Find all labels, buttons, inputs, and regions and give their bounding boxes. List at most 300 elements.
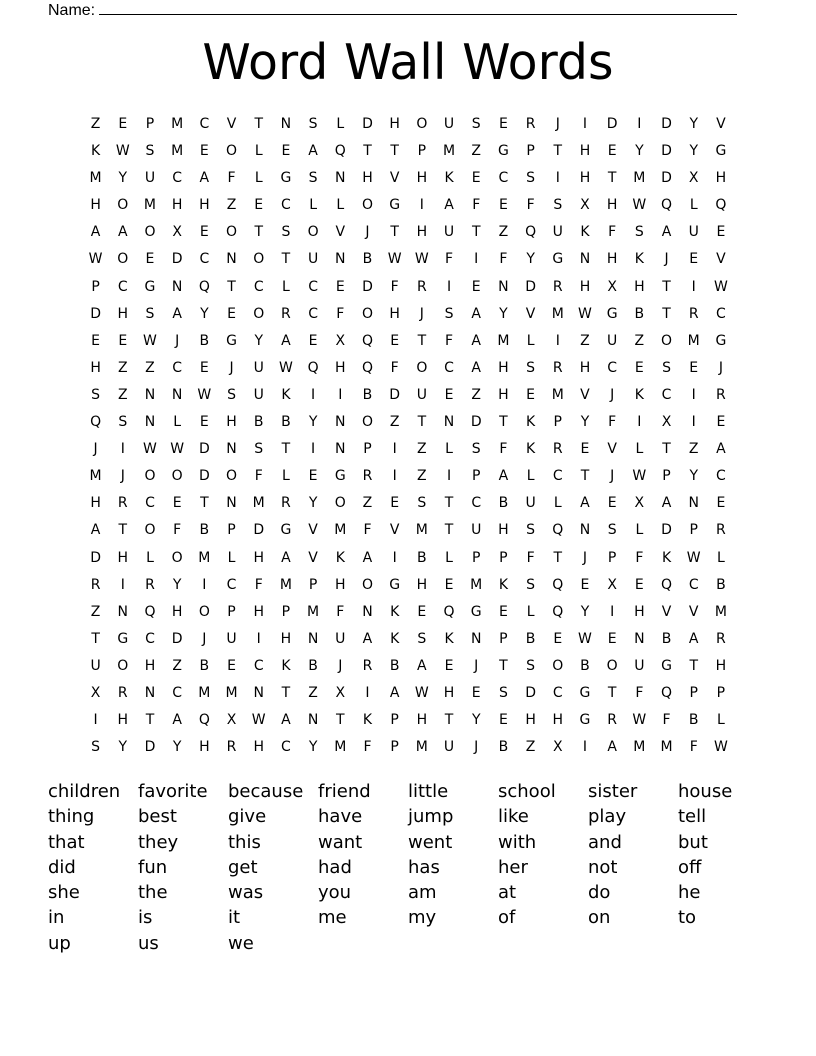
grid-letter: T (390, 143, 399, 160)
grid-letter: W (143, 332, 157, 349)
grid-letter: Z (634, 332, 645, 349)
grid-letter: W (632, 468, 647, 485)
grid-letter: E (281, 143, 291, 160)
grid-letter: S (471, 441, 481, 458)
grid-letter: N (579, 522, 591, 539)
grid-letter: H (579, 143, 591, 160)
grid-letter: E (689, 359, 699, 376)
grid-letter: B (716, 576, 726, 593)
grid-letter: L (553, 495, 562, 512)
grid-letter: X (335, 684, 346, 701)
grid-letter: Z (117, 386, 128, 403)
grid-letter: R (552, 278, 563, 295)
grid-letter: H (335, 359, 346, 376)
grid-letter: C (145, 495, 155, 512)
name-underline[interactable] (99, 0, 737, 15)
grid-letter: A (308, 143, 318, 160)
word-list-item: little (408, 781, 449, 802)
grid-letter: V (661, 603, 672, 620)
word-list-item: up (48, 932, 71, 954)
grid-letter: M (442, 143, 456, 160)
grid-letter: R (362, 657, 373, 674)
word-list-item: went (408, 831, 453, 853)
grid-letter: E (498, 197, 508, 214)
grid-letter: O (117, 197, 129, 214)
grid-letter: H (171, 197, 183, 214)
grid-letter: S (308, 116, 318, 132)
word-list-item: like (498, 806, 529, 828)
grid-letter: G (606, 305, 618, 322)
grid-letter: O (661, 332, 673, 349)
grid-letter: K (281, 657, 291, 674)
grid-letter: W (170, 441, 185, 458)
grid-letter: H (171, 603, 183, 620)
grid-letter: O (117, 251, 129, 268)
grid-letter: E (716, 495, 726, 512)
grid-letter: B (498, 495, 509, 512)
grid-letter: F (662, 712, 671, 729)
grid-letter: L (309, 197, 317, 214)
grid-letter: H (634, 603, 645, 620)
grid-letter: X (661, 414, 672, 431)
grid-letter: H (90, 359, 101, 376)
grid-letter: B (417, 549, 427, 566)
grid-letter: H (389, 116, 400, 132)
grid-letter: P (662, 468, 671, 485)
grid-letter: U (443, 224, 455, 241)
grid-letter: P (499, 630, 508, 647)
grid-letter: H (634, 278, 645, 295)
grid-letter: L (254, 143, 263, 160)
grid-letter: N (498, 278, 509, 295)
grid-letter: X (90, 684, 101, 701)
grid-letter: N (144, 386, 156, 403)
grid-letter: J (718, 359, 723, 376)
grid-letter: O (171, 549, 183, 566)
grid-letter: D (661, 170, 672, 187)
grid-letter: Z (417, 441, 427, 458)
grid-letter: P (390, 712, 399, 729)
grid-letter: M (551, 305, 564, 322)
grid-letter: M (279, 576, 292, 593)
grid-letter: L (173, 414, 182, 431)
grid-letter: I (392, 441, 397, 458)
grid-letter: Y (580, 414, 590, 431)
grid-letter: E (689, 251, 699, 268)
grid-letter: A (90, 224, 101, 241)
grid-letter: R (145, 576, 155, 593)
grid-letter: N (579, 251, 591, 268)
grid-letter: I (311, 441, 316, 458)
grid-letter: M (633, 739, 646, 756)
grid-letter: Z (471, 143, 482, 160)
word-list-item: they (138, 831, 179, 853)
grid-letter: H (606, 251, 618, 268)
grid-letter: C (281, 197, 291, 214)
grid-letter: E (634, 576, 644, 593)
grid-letter: J (610, 386, 615, 403)
grid-letter: H (199, 739, 210, 756)
grid-letter: H (117, 305, 129, 322)
grid-letter: I (120, 576, 125, 593)
grid-letter: H (144, 657, 156, 674)
grid-letter: E (580, 441, 590, 458)
grid-letter: G (497, 143, 509, 160)
grid-letter: B (362, 251, 373, 268)
grid-letter: P (145, 116, 155, 132)
grid-letter: A (498, 468, 509, 485)
grid-letter: Z (308, 684, 318, 701)
grid-letter: B (308, 657, 318, 674)
grid-letter: R (607, 712, 618, 729)
grid-letter: C (281, 739, 291, 756)
grid-letter: U (634, 657, 645, 674)
grid-letter: Q (334, 143, 346, 160)
grid-letter: D (198, 468, 210, 485)
grid-letter: O (361, 414, 373, 431)
word-list-item: she (48, 882, 80, 904)
grid-letter: W (197, 386, 212, 403)
grid-letter: E (308, 468, 318, 485)
grid-letter: M (334, 522, 347, 539)
word-list-item: her (498, 856, 528, 878)
grid-letter: L (526, 468, 535, 485)
grid-letter: Y (172, 576, 182, 593)
grid-letter: Z (471, 386, 482, 403)
grid-letter: S (526, 170, 536, 187)
grid-letter: F (608, 414, 617, 431)
grid-letter: N (226, 251, 237, 268)
grid-letter: I (610, 603, 615, 620)
grid-letter: M (252, 495, 265, 512)
grid-letter: Q (661, 576, 673, 593)
grid-letter: T (118, 522, 128, 539)
grid-letter: J (474, 739, 479, 756)
grid-letter: J (419, 305, 424, 322)
grid-letter: D (90, 549, 101, 566)
grid-letter: F (526, 549, 535, 566)
grid-letter: V (525, 305, 536, 322)
grid-letter: K (634, 251, 644, 268)
grid-letter: P (363, 441, 372, 458)
grid-letter: Y (254, 332, 263, 349)
grid-letter: M (497, 332, 510, 349)
grid-letter: W (414, 684, 429, 701)
grid-letter: E (716, 414, 726, 431)
grid-letter: W (414, 251, 429, 268)
grid-letter: E (498, 116, 508, 132)
grid-letter: F (499, 251, 508, 268)
grid-letter: Z (525, 739, 536, 756)
grid-letter: G (661, 657, 672, 674)
grid-letter: P (553, 414, 562, 431)
grid-letter: N (335, 251, 346, 268)
grid-letter: L (254, 170, 263, 187)
grid-letter: E (145, 251, 155, 268)
grid-letter: T (689, 657, 698, 674)
grid-letter: K (526, 441, 536, 458)
grid-letter: W (632, 197, 647, 214)
grid-letter: M (171, 116, 184, 132)
grid-letter: W (578, 630, 592, 647)
grid-letter: Q (661, 684, 673, 701)
grid-letter: N (688, 495, 699, 512)
grid-letter: J (93, 441, 98, 458)
grid-letter: M (225, 684, 238, 701)
grid-letter: B (253, 414, 264, 431)
letter-grid (82, 111, 735, 761)
grid-letter: E (199, 359, 209, 376)
grid-letter: C (145, 630, 155, 647)
word-list-item: get (228, 856, 258, 878)
grid-letter: V (716, 116, 726, 132)
grid-letter: Y (118, 170, 128, 187)
grid-letter: F (526, 197, 535, 214)
grid-letter: Y (689, 143, 698, 160)
grid-letter: Z (498, 224, 509, 241)
grid-letter: L (146, 549, 154, 566)
grid-letter: N (144, 684, 156, 701)
word-list-item: me (318, 907, 347, 929)
grid-letter: Y (308, 495, 318, 512)
word-list-item: friend (318, 781, 371, 802)
word-list-item: the (138, 882, 168, 904)
grid-letter: P (227, 603, 236, 620)
grid-letter: O (253, 251, 265, 268)
grid-letter: G (389, 576, 401, 593)
grid-letter: E (444, 386, 454, 403)
grid-letter: P (91, 278, 100, 295)
grid-letter: E (417, 603, 427, 620)
grid-letter: B (199, 332, 210, 349)
grid-letter: Z (172, 657, 182, 674)
grid-letter: F (390, 278, 399, 295)
grid-letter: O (171, 468, 183, 485)
grid-letter: A (362, 630, 373, 647)
word-list-item: fun (138, 856, 168, 878)
grid-letter: O (416, 359, 428, 376)
grid-letter: H (579, 359, 591, 376)
grid-letter: K (444, 630, 454, 647)
grid-letter: H (579, 278, 591, 295)
grid-letter: P (471, 468, 481, 485)
grid-letter: B (199, 657, 210, 674)
grid-letter: F (499, 441, 508, 458)
grid-letter: S (526, 359, 536, 376)
grid-letter: S (145, 305, 155, 322)
grid-letter: H (579, 170, 591, 187)
grid-letter: I (392, 468, 397, 485)
grid-letter: Y (308, 414, 318, 431)
grid-letter: A (471, 305, 481, 322)
grid-letter: W (713, 739, 728, 756)
grid-letter: C (308, 278, 318, 295)
grid-letter: M (633, 170, 646, 187)
grid-letter: N (335, 441, 346, 458)
grid-letter: N (280, 116, 292, 132)
grid-letter: S (444, 305, 454, 322)
grid-letter: K (91, 143, 101, 160)
grid-letter: V (716, 251, 726, 268)
grid-letter: Y (308, 739, 318, 756)
grid-letter: L (635, 522, 644, 539)
grid-letter: Q (361, 359, 373, 376)
grid-letter: G (470, 603, 482, 620)
grid-letter: E (199, 143, 209, 160)
grid-letter: H (416, 170, 428, 187)
grid-letter: T (390, 224, 399, 241)
grid-letter: D (90, 305, 101, 322)
grid-letter: N (171, 386, 183, 403)
page-title: Word Wall Words (202, 34, 614, 91)
grid-letter: S (91, 386, 101, 403)
grid-letter: V (580, 386, 590, 403)
grid-letter: R (688, 305, 699, 322)
grid-letter: I (419, 197, 424, 214)
grid-letter: E (199, 224, 209, 241)
grid-letter: D (198, 441, 210, 458)
grid-letter: J (175, 332, 180, 349)
grid-letter: I (446, 468, 452, 485)
grid-letter: W (632, 712, 647, 729)
grid-letter: U (307, 251, 319, 268)
grid-letter: Q (552, 576, 564, 593)
grid-letter: X (552, 739, 563, 756)
grid-letter: T (499, 414, 508, 431)
grid-letter: I (365, 684, 370, 701)
grid-letter: P (390, 739, 399, 756)
grid-letter: C (444, 359, 454, 376)
grid-letter: R (716, 386, 726, 403)
grid-letter: H (253, 739, 264, 756)
grid-letter: T (200, 495, 209, 512)
grid-letter: T (553, 549, 563, 566)
grid-letter: G (334, 468, 346, 485)
grid-letter: L (445, 549, 453, 566)
grid-letter: I (202, 576, 207, 593)
grid-letter: O (253, 305, 265, 322)
grid-letter: G (552, 251, 564, 268)
grid-letter: S (634, 224, 644, 241)
grid-letter: W (578, 305, 592, 322)
grid-letter: F (635, 549, 644, 566)
grid-letter: K (281, 386, 291, 403)
grid-letter: Y (499, 305, 508, 322)
grid-letter: G (280, 170, 292, 187)
grid-letter: M (143, 197, 157, 214)
grid-letter: O (226, 468, 238, 485)
word-list-item: is (138, 907, 153, 929)
grid-letter: C (172, 684, 183, 701)
grid-letter: A (471, 359, 481, 376)
grid-letter: E (172, 495, 182, 512)
word-list-item: he (678, 882, 701, 904)
grid-letter: H (117, 549, 129, 566)
grid-letter: A (281, 332, 291, 349)
grid-letter: Z (362, 495, 373, 512)
grid-letter: H (117, 712, 129, 729)
grid-letter: J (582, 549, 588, 566)
grid-letter: J (120, 468, 125, 485)
grid-letter: Z (90, 603, 101, 620)
grid-letter: N (362, 603, 373, 620)
grid-letter: X (634, 495, 645, 512)
name-field[interactable] (48, 0, 737, 20)
grid-letter: X (607, 576, 617, 593)
grid-letter: I (256, 630, 261, 647)
grid-letter: F (472, 197, 481, 214)
grid-letter: A (389, 684, 400, 701)
word-list-item: has (408, 856, 440, 878)
grid-letter: H (389, 305, 400, 322)
grid-letter: A (117, 224, 128, 241)
grid-letter: E (118, 116, 128, 132)
grid-letter: E (254, 197, 264, 214)
grid-letter: L (717, 549, 725, 566)
grid-letter: O (117, 657, 129, 674)
grid-letter: N (470, 630, 482, 647)
grid-letter: O (416, 116, 428, 132)
word-list-item: at (498, 882, 517, 904)
grid-letter: O (307, 224, 319, 241)
grid-letter: T (91, 630, 100, 647)
grid-letter: F (227, 170, 236, 187)
word-list-item: did (48, 856, 76, 878)
grid-letter: E (91, 332, 101, 349)
grid-letter: K (498, 576, 508, 593)
grid-letter: J (664, 251, 669, 268)
grid-letter: Q (552, 603, 564, 620)
grid-letter: H (199, 197, 210, 214)
grid-letter: L (526, 332, 535, 349)
grid-letter: C (172, 170, 183, 187)
grid-letter: P (689, 522, 698, 539)
grid-letter: B (362, 386, 373, 403)
grid-letter: I (392, 549, 397, 566)
grid-letter: Q (661, 197, 673, 214)
grid-letter: N (226, 495, 237, 512)
grid-letter: H (416, 712, 428, 729)
grid-letter: D (171, 251, 183, 268)
grid-letter: D (470, 414, 482, 431)
grid-letter: J (202, 630, 207, 647)
grid-letter: H (362, 170, 373, 187)
grid-letter: D (362, 278, 373, 295)
word-list-item: my (408, 907, 437, 929)
grid-letter: G (715, 143, 727, 160)
grid-letter: B (389, 657, 400, 674)
grid-letter: K (634, 386, 644, 403)
grid-letter: A (580, 495, 590, 512)
word-list-item: on (588, 907, 611, 929)
grid-letter: P (471, 549, 481, 566)
grid-letter: Z (417, 468, 427, 485)
grid-letter: C (199, 116, 210, 132)
grid-letter: Q (90, 414, 102, 431)
grid-letter: M (415, 522, 428, 539)
grid-letter: H (253, 603, 264, 620)
grid-letter: A (471, 332, 481, 349)
grid-letter: D (661, 116, 672, 132)
grid-letter: Q (443, 603, 455, 620)
grid-letter: Z (90, 116, 101, 132)
grid-letter: L (282, 468, 290, 485)
grid-letter: I (474, 251, 479, 268)
grid-letter: N (253, 684, 264, 701)
grid-letter: S (471, 116, 481, 132)
grid-letter: T (254, 224, 263, 241)
grid-letter: N (171, 278, 183, 295)
